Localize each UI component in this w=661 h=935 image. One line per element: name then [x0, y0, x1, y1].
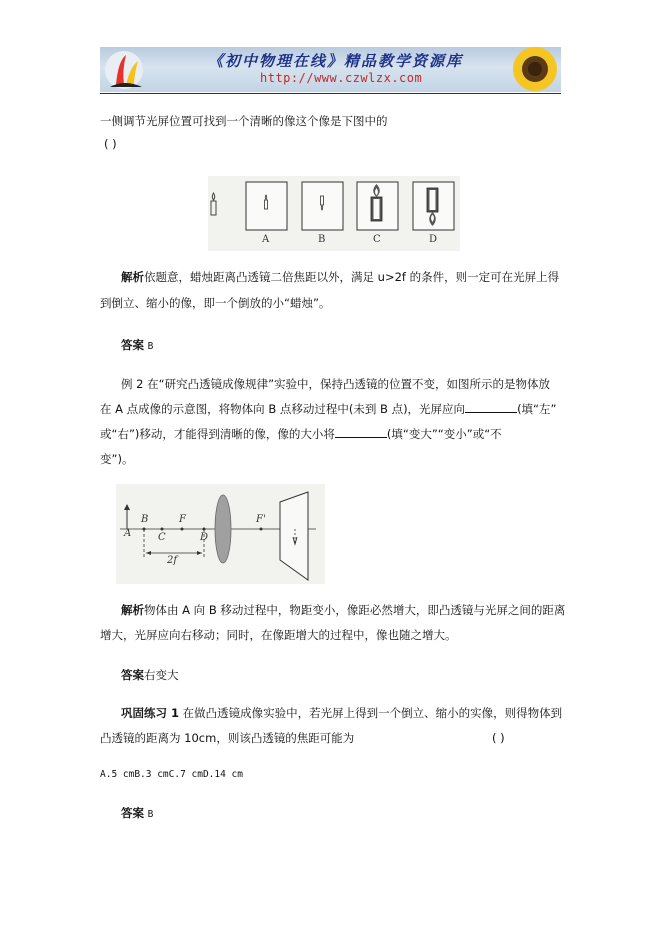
practice-label: 巩固练习 1 [121, 706, 180, 720]
example2-line2 [100, 402, 556, 416]
example2-line3-b: (填“变大”“变小”或“不 [386, 427, 502, 441]
figure-lens-diagram [116, 484, 325, 584]
header-divider [100, 93, 561, 94]
example2-line3 [100, 427, 502, 441]
header-url[interactable]: http://www.czwlzx.com [260, 71, 423, 85]
fill-blank-2[interactable] [335, 427, 387, 438]
practice-options: A.5 cmB.3 cmC.7 cmD.14 cm [100, 769, 243, 780]
answer3-value: B [147, 809, 154, 820]
point-b-label: B [141, 514, 149, 525]
example2-line4: 变”)。 [100, 452, 134, 466]
analysis1-line2: 到倒立、缩小的像，即一个倒放的小“蜡烛”。 [100, 296, 331, 310]
q1-line: 一侧调节光屏位置可找到一个清晰的像这个像是下图中的 [100, 114, 388, 128]
answer3 [121, 806, 153, 822]
answer1 [121, 338, 153, 354]
analysis1-label: 解析 [121, 270, 144, 284]
header-title: 《初中物理在线》精品教学资源库 [208, 52, 464, 70]
candle-diagram [208, 176, 460, 251]
analysis2-line2: 增大，光屏应向右移动；同时，在像距增大的过程中，像也随之增大。 [100, 628, 457, 642]
point-a-label: A [124, 528, 132, 539]
analysis2-text1: 物体由 A 向 B 移动过程中，物距变小，像距必然增大，即凸透镜与光屏之间的距离 [144, 603, 566, 617]
figure-candle-images [208, 176, 460, 251]
answer1-label: 答案 [121, 338, 144, 352]
q1-paren: ( ) [104, 137, 117, 151]
analysis1-line1 [121, 270, 559, 284]
practice-line1 [121, 706, 562, 720]
analysis2-label: 解析 [121, 603, 144, 617]
answer1-value: B [147, 341, 154, 352]
answer2-label: 答案 [121, 668, 144, 682]
practice-paren: ( ) [492, 731, 505, 745]
answer2-value: 右变大 [144, 668, 179, 682]
answer2 [121, 668, 179, 682]
practice-line2: 凸透镜的距离为 10cm，则该凸透镜的焦距可能为 [100, 731, 355, 745]
option-label-b: B [318, 234, 326, 245]
example2-line1: 例 2 在“研究凸透镜成像规律”实验中，保持凸透镜的位置不变，如图所示的是物体放 [121, 377, 551, 391]
fill-blank-1[interactable] [465, 402, 517, 413]
point-f-label: F [179, 514, 186, 525]
example2-line3-a: 或“右”)移动，才能得到清晰的像，像的大小将 [100, 427, 335, 441]
lens-optics-diagram [116, 484, 325, 584]
practice-text1: 在做凸透镜成像实验中，若光屏上得到一个倒立、缩小的实像，则得物体到 [182, 706, 563, 720]
logo-icon [104, 49, 148, 91]
answer3-label: 答案 [121, 806, 144, 820]
example2-line2-b: (填“左” [517, 402, 557, 416]
option-label-d: D [429, 234, 438, 245]
example2-line2-a: 在 A 点成像的示意图，将物体向 B 点移动过程中(未到 B 点)，光屏应向 [100, 402, 466, 416]
point-d-label: D [200, 532, 209, 543]
option-label-c: C [373, 234, 381, 245]
distance-2f-label: 2f [167, 555, 178, 566]
analysis2-line1 [121, 603, 565, 617]
point-f-prime-label: F' [256, 514, 266, 525]
header-banner [100, 47, 561, 92]
point-c-label: C [158, 532, 166, 543]
sunflower-icon [505, 47, 561, 92]
option-label-a: A [262, 234, 270, 245]
analysis1-text1: 依题意，蜡烛距离凸透镜二倍焦距以外，满足 u>2f 的条件，则一定可在光屏上得 [144, 270, 560, 284]
